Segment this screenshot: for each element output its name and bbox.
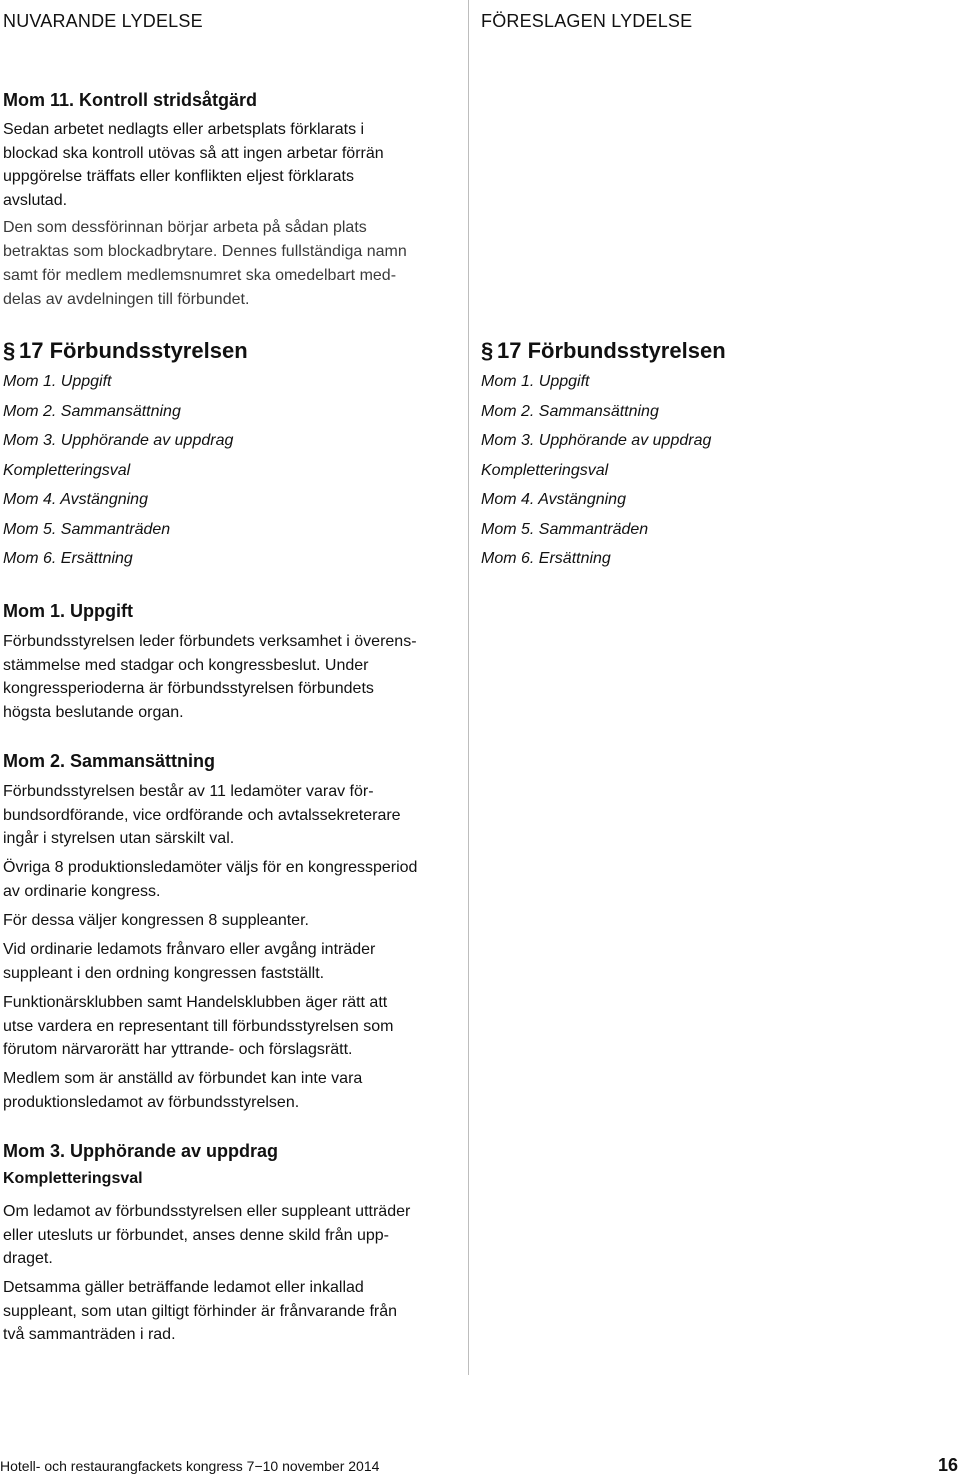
section-sign-marker: § bbox=[3, 338, 16, 363]
mom11-para2 bbox=[3, 216, 463, 312]
toc-item: Kompletteringsval bbox=[481, 461, 609, 479]
toc-title bbox=[3, 338, 248, 364]
mom3-para1 bbox=[3, 1200, 463, 1271]
text-line: blockad ska kontroll utövas så att ingen arbetar förrän bbox=[3, 144, 384, 162]
text-line: uppgörelse träffats eller konflikten eljest förklarats bbox=[3, 168, 354, 185]
mom1-para bbox=[3, 630, 463, 724]
current-wording-header: NUVARANDE LYDELSE bbox=[3, 11, 203, 31]
text-line: förutom närvarorätt har yttrande- och förslagsrätt. bbox=[3, 1041, 353, 1058]
text-line: Övriga 8 produktionsledamöter väljs för en kongressperiod bbox=[3, 859, 418, 876]
toc-item: Kompletteringsval bbox=[3, 461, 131, 479]
mom2-para5 bbox=[3, 991, 463, 1062]
mom11-heading: Mom 11. Kontroll stridsåtgärd bbox=[3, 90, 258, 110]
text-line: Sedan arbetet nedlagts eller arbetsplats förklarats i bbox=[3, 121, 365, 138]
text-line: draget. bbox=[3, 1250, 53, 1267]
left-toc bbox=[3, 338, 248, 574]
text-line: bundsordförande, vice ordförande och avtalssekreterare bbox=[3, 806, 401, 824]
text-line: eller utesluts ur förbundet, anses denne skild från upp- bbox=[3, 1226, 390, 1244]
text-line: av ordinarie kongress. bbox=[3, 882, 161, 900]
text-line: Förbundsstyrelsen består av 11 ledamöter varav för- bbox=[3, 783, 374, 800]
text-line: Detsamma gäller beträffande ledamot eller inkallad bbox=[3, 1279, 364, 1296]
text-line: Medlem som är anställd av förbundet kan inte vara bbox=[3, 1070, 363, 1087]
toc-item: Mom 3. Upphörande av uppdrag bbox=[481, 432, 712, 449]
section-sign-marker: § bbox=[481, 338, 494, 363]
text-line: Den som dessförinnan börjar arbeta på sådan plats bbox=[3, 219, 367, 236]
text-line: Funktionärsklubben samt Handelsklubben äger rätt att bbox=[3, 994, 388, 1011]
footer-text: Hotell- och restaurangfackets kongress 7−10 november 2014 bbox=[0, 1458, 380, 1474]
toc-item: Mom 4. Avstängning bbox=[3, 491, 148, 508]
mom2-para3 bbox=[3, 909, 463, 933]
proposed-wording-header: FÖRESLAGEN LYDELSE bbox=[481, 11, 693, 31]
text-line: stämmelse med stadgar och kongressbeslut. Under bbox=[3, 656, 369, 674]
toc-item: Mom 2. Sammansättning bbox=[481, 402, 659, 420]
mom1-heading: Mom 1. Uppgift bbox=[3, 601, 133, 621]
page-number: 16 bbox=[937, 1455, 958, 1475]
text-line: produktionsledamot av förbundsstyrelsen. bbox=[3, 1093, 300, 1111]
toc-item: Mom 6. Ersättning bbox=[481, 550, 611, 567]
toc-title-text: 17 Förbundsstyrelsen bbox=[497, 338, 726, 363]
mom3-subheading: Kompletteringsval bbox=[3, 1170, 143, 1187]
toc-item: Mom 1. Uppgift bbox=[3, 373, 112, 390]
text-line: betraktas som blockadbrytare. Dennes fullständiga namn bbox=[3, 243, 407, 260]
toc-item: Mom 2. Sammansättning bbox=[3, 402, 181, 420]
text-line: delas av avdelningen till förbundet. bbox=[3, 291, 250, 308]
text-line: Förbundsstyrelsen leder förbundets verksamhet i överens- bbox=[3, 633, 417, 650]
text-line: För dessa väljer kongressen 8 suppleanter. bbox=[3, 912, 309, 929]
right-toc bbox=[481, 338, 726, 574]
text-line: kongressperioderna är förbundsstyrelsen förbundets bbox=[3, 680, 374, 697]
toc-item: Mom 5. Sammanträden bbox=[481, 520, 649, 538]
toc-title-text: 17 Förbundsstyrelsen bbox=[19, 338, 248, 363]
mom2-para2 bbox=[3, 856, 463, 903]
toc-item: Mom 1. Uppgift bbox=[481, 373, 590, 390]
mom2-para6 bbox=[3, 1067, 463, 1114]
toc-item: Mom 6. Ersättning bbox=[3, 550, 133, 567]
mom2-para1 bbox=[3, 780, 463, 851]
text-line: högsta beslutande organ. bbox=[3, 703, 184, 721]
text-line: ingår i styrelsen utan särskilt val. bbox=[3, 830, 235, 847]
mom2-para4 bbox=[3, 938, 463, 985]
toc-item: Mom 5. Sammanträden bbox=[3, 520, 171, 538]
mom3-para2 bbox=[3, 1276, 463, 1347]
mom2-heading: Mom 2. Sammansättning bbox=[3, 751, 216, 771]
mom3-heading: Mom 3. Upphörande av uppdrag bbox=[3, 1141, 279, 1161]
toc-item: Mom 3. Upphörande av uppdrag bbox=[3, 432, 234, 449]
toc-item: Mom 4. Avstängning bbox=[481, 491, 626, 508]
text-line: utse vardera en representant till förbundsstyrelsen som bbox=[3, 1017, 394, 1035]
text-line: avslutad. bbox=[3, 191, 68, 209]
text-line: suppleant, som utan giltigt förhinder är frånvarande från bbox=[3, 1302, 398, 1320]
text-line: Om ledamot av förbundsstyrelsen eller suppleant utträder bbox=[3, 1203, 411, 1220]
text-line: två sammanträden i rad. bbox=[3, 1326, 176, 1343]
mom11-para1 bbox=[3, 118, 463, 212]
toc-title bbox=[481, 338, 726, 364]
column-divider bbox=[468, 0, 469, 1375]
text-line: suppleant i den ordning kongressen fastställt. bbox=[3, 964, 325, 982]
text-line: samt för medlem medlemsnumret ska omedelbart med- bbox=[3, 267, 397, 284]
text-line: Vid ordinarie ledamots frånvaro eller avgång inträder bbox=[3, 941, 376, 958]
